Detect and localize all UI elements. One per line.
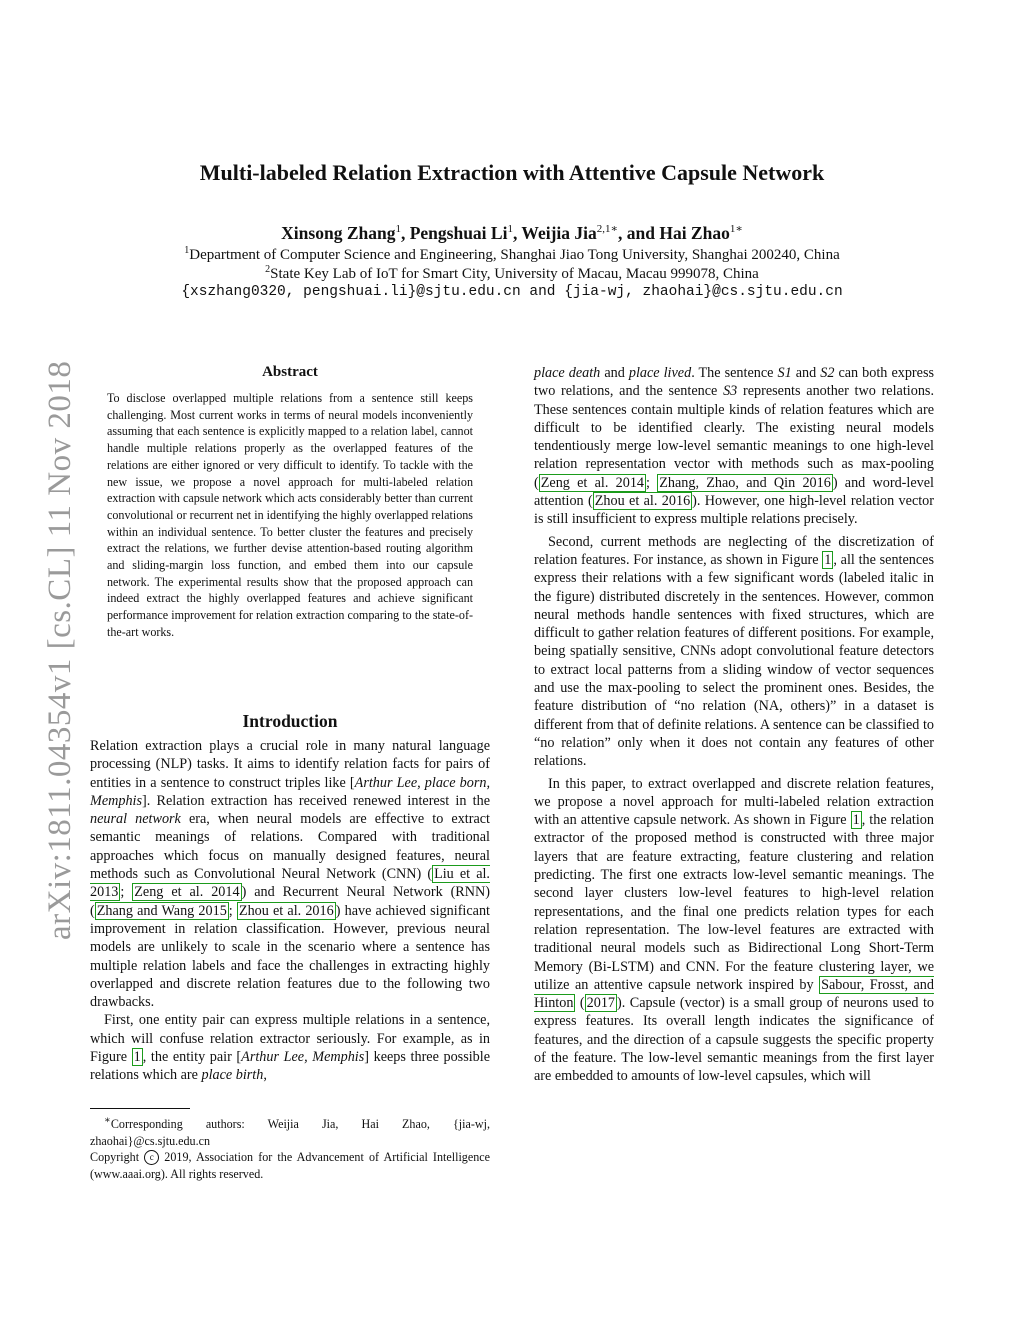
author-affil-mark: 1: [507, 223, 513, 235]
introduction-body: [90, 737, 490, 1085]
introduction-heading: Introduction: [242, 711, 338, 731]
citation-link[interactable]: Liu et al. 2013: [90, 866, 490, 901]
citation-link[interactable]: Zhou et al. 2016: [238, 902, 334, 919]
citation-link[interactable]: Zhang and Wang 2015: [96, 902, 227, 919]
author-list: [0, 222, 1024, 244]
affiliation-mark: 1: [184, 245, 190, 256]
abstract-body: [107, 390, 473, 641]
footnote-divider: [90, 1108, 190, 1109]
author-separator: ,: [400, 222, 410, 243]
copyright-icon: c: [144, 1150, 159, 1165]
author-separator: , and: [617, 222, 660, 243]
affiliation-2: [0, 264, 1024, 283]
intro-paragraph-2: First, one entity pair can express multiple relations in a sentence, which will confuse relation extractor seriously. For example, as in Figure 1 , the entity pair [Arthur Lee, Memphis] keeps three possible relations which are place birth,: [90, 1012, 490, 1084]
right-paragraph-1: place death and place lived. The sentence S1 and S2 can both express two relations, and the sentence S3 represents another two relations. These sentences contain multiple kinds of relation features which are difficult to be identified clearly. The existing neural models tendentiously merge low-level semantic meanings to one high-level relation representation vector with methods such as max-pooling ( Zeng et al. 2014 ; Zhang, Zhao, and Qin 2016 ) and word-level attention ( Zhou et al. 2016 ). However, one high-level relation vector is still insufficient to express multiple relations precisely.: [534, 365, 934, 528]
abstract-heading: Abstract: [262, 364, 318, 380]
author-affil-mark: 2,1∗: [596, 223, 618, 235]
citation-link[interactable]: 2017: [586, 995, 615, 1012]
affiliation-1: [0, 245, 1024, 264]
affiliation-text: State Key Lab of IoT for Smart City, University of Macau, Macau 999078, China: [270, 266, 759, 282]
copyright-notice: Copyright c 2019, Association for the Advancement of Artificial Intelligence (www.aaai.org). All rights reserved.: [90, 1150, 491, 1181]
author-affil-mark: 1: [395, 223, 401, 235]
right-paragraph-3: In this paper, to extract overlapped and discrete relation features, we propose a novel approach for multi-labeled relation extraction with an attentive capsule network. As shown in Figure 1 , the relation extractor of the proposed method is constructed with three major layers that are feature extracting, feature clustering and relation predicting. The first one extracts low-level semantic meanings. The second layer clusters low-level features to high-level relation representations, and the final one predicts relation types for each relation representation. The low-level features are extracted with traditional neural models such as Bidirectional Long Short-Term Memory (Bi-LSTM) and CNN. For the feature clustering layer, we utilize an attentive capsule network inspired by Sabour, Frosst, and Hinton ( 2017 ). Capsule (vector) is a small group of neurons used to express features. Its overall length indicates the significance of features, and the direction of a capsule suggests the specific property of the feature. The low-level semantic meanings from the first layer are embedded to amounts of low-level capsules, which will: [534, 775, 934, 1085]
author-emails: {xszhang0320, pengshuai.li}@sjtu.edu.cn and {jia-wj, zhaohai}@cs.sjtu.edu.cn: [181, 284, 843, 300]
author-name: Hai Zhao: [659, 222, 730, 243]
author-name: Pengshuai Li: [409, 222, 508, 243]
author-affil-mark: 1∗: [729, 223, 743, 235]
author-name: Xinsong Zhang: [281, 222, 396, 243]
citation-link[interactable]: Sabour, Frosst, and Hinton: [534, 976, 934, 1012]
citation-link[interactable]: Zhang, Zhao, and Qin 2016: [659, 474, 831, 491]
author-name: Weijia Jia: [521, 222, 597, 243]
figure-link[interactable]: 1: [133, 1049, 141, 1066]
abstract-text: To disclose overlapped multiple relations from a sentence still keeps challenging. Most current works in terms of neural models inconveniently assuming that each sentence is explicitly mapped to a relation label, cannot handle multiple relations properly as the overlapped features of the relations are either ignored or very difficult to identify. To tackle with the new issue, we propose a novel approach for multi-labeled relation extraction with capsule network which acts considerably better than current convolutional or recurrent net in identifying the highly overlapped relations within an individual sentence. To better cluster the features and precisely extract the relations, we further devise attention-based routing algorithm and sliding-margin loss function, and embed them into our capsule network. The experimental results show that the proposed approach can indeed extract the highly overlapped features and achieve significant performance improvement for relation extraction comparing to the state-of-the-art works.: [107, 391, 473, 639]
arxiv-identifier: arXiv:1811.04354v1 [cs.CL] 11 Nov 2018: [42, 360, 78, 940]
right-column-body: [534, 364, 934, 1086]
citation-link[interactable]: Zeng et al. 2014: [540, 474, 645, 491]
author-separator: ,: [512, 222, 522, 243]
paper-title: Multi-labeled Relation Extraction with Attentive Capsule Network: [199, 160, 825, 185]
intro-paragraph-1: Relation extraction plays a crucial role in many natural language processing (NLP) tasks. It aims to identify relation facts for pairs of entities in a sentence to construct triples like [Arthur Lee, place born, Memphis]. Relation extraction has received renewed interest in the neural network era, when neural models are effective to extract semantic meanings of relations. Compared with traditional approaches which focus on manually designed features, neural methods such as Convolutional Neural Network (CNN) ( Liu et al. 2013 ; Zeng et al. 2014 ) and Recurrent Neural Network (RNN) ( Zhang and Wang 2015 ; Zhou et al. 2016 ) have achieved significant improvement in relation classification. However, previous neural models are unlikely to scale in the scenario where a sentence has multiple relation labels and face the challenges in extracting highly overlapped and discrete relation features due to the following two drawbacks.: [90, 738, 490, 1011]
affiliation-text: Department of Computer Science and Engineering, Shanghai Jiao Tong University, Shanghai 200240, China: [189, 247, 840, 263]
figure-link[interactable]: 1: [852, 812, 860, 829]
right-paragraph-2: Second, current methods are neglecting of the discretization of relation features. For instance, as shown in Figure 1 , all the sentences express their relations with a few significant words (labeled italic in the figure) distributed discretely in the sentences. However, common neural methods handle sentences with fixed structures, which are difficult to gather relation features of different positions. For example, being spatially sensitive, CNNs adopt convolutional feature detectors to extract local patterns from a sliding window of vector sequences and use the max-pooling to select the prominent ones. Besides, the feature distribution of “no relation (NA, others)” in a dataset is different from that of definite relations. A sentence can be classified to “no relation” only when it does not contain any features of other relations.: [534, 533, 934, 770]
citation-link[interactable]: Zhou et al. 2016: [594, 493, 691, 510]
figure-link[interactable]: 1: [824, 551, 832, 568]
citation-link[interactable]: Zeng et al. 2014: [134, 884, 240, 901]
footnote: [90, 1113, 490, 1182]
corresponding-author-note: ∗Corresponding authors: Weijia Jia, Hai Zhao, {jia-wj, zhaohai}@cs.sjtu.edu.cn: [90, 1115, 490, 1148]
affiliation-mark: 2: [265, 264, 271, 275]
